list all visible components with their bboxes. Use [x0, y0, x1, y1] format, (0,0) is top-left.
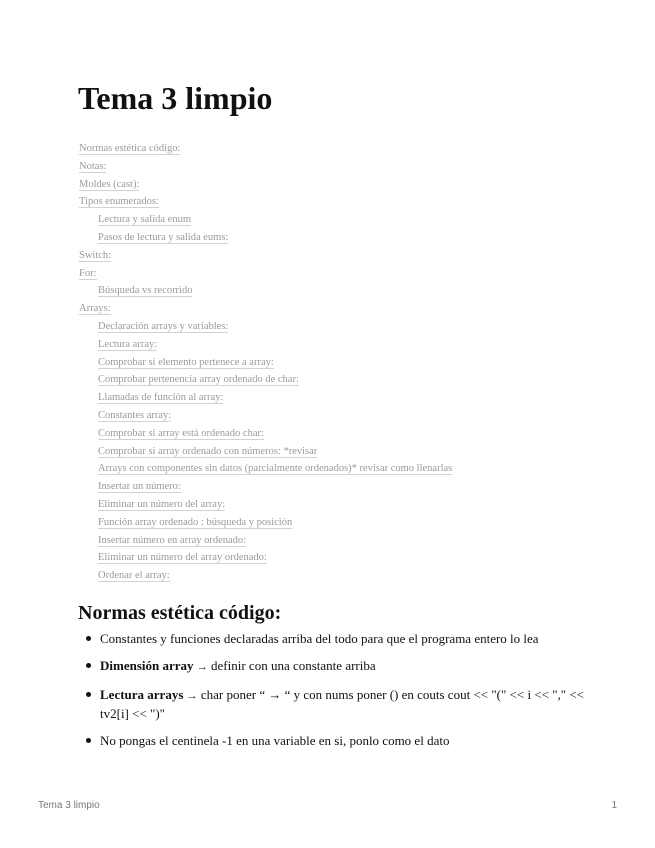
toc-item[interactable] — [79, 300, 452, 318]
section-heading: Normas estética código: — [78, 602, 282, 624]
toc-link[interactable]: Notas: — [79, 160, 107, 172]
toc-link[interactable]: Pasos de lectura y salida eums: — [98, 231, 229, 243]
toc-item[interactable] — [79, 371, 452, 389]
toc-item[interactable] — [79, 265, 452, 283]
toc-item[interactable] — [79, 211, 452, 229]
toc-link[interactable]: Comprobar pertenencia array ordenado de char: — [98, 374, 299, 386]
bullet-bold-label: Lectura arrays — [100, 687, 184, 702]
toc-item[interactable] — [79, 478, 452, 496]
toc-link[interactable]: Normas estética código: — [79, 143, 181, 154]
toc-item[interactable] — [79, 496, 452, 514]
toc-item[interactable] — [79, 282, 452, 300]
bullet-item — [78, 630, 598, 647]
toc-link[interactable]: Función array ordenado : búsqueda y posición — [98, 516, 293, 528]
toc-link[interactable]: For: — [79, 267, 97, 279]
toc-link[interactable]: Lectura array: — [98, 338, 158, 350]
toc-link[interactable]: Comprobar si elemento pertenece a array: — [98, 356, 274, 368]
toc-item[interactable] — [79, 354, 452, 372]
toc-link[interactable]: Lectura y salida enum — [98, 214, 192, 226]
bullet-item — [78, 732, 598, 749]
bullet-text: Constantes y funciones declaradas arriba del todo para que el programa entero lo lea — [100, 631, 539, 646]
toc-item[interactable] — [79, 549, 452, 567]
toc-link[interactable]: Moldes (cast): — [79, 178, 140, 190]
toc-link[interactable]: Eliminar un número del array: — [98, 498, 226, 510]
toc-item[interactable] — [79, 532, 452, 550]
toc-link[interactable]: Insertar un número: — [98, 481, 181, 493]
toc-link[interactable]: Eliminar un número del array ordenado: — [98, 552, 267, 564]
toc-item[interactable] — [79, 443, 452, 461]
toc-item[interactable] — [79, 425, 452, 443]
toc-link[interactable]: Comprobar si array ordenado con números: *revisar — [98, 445, 318, 457]
table-of-contents — [79, 140, 452, 585]
toc-link[interactable]: Ordenar el array: — [98, 570, 170, 582]
toc-link[interactable]: Comprobar si array está ordenado char: — [98, 427, 264, 439]
toc-link[interactable]: Búsqueda vs recorrido — [98, 285, 193, 297]
bullet-text: char poner “ → “ y con nums poner () en couts cout << "(" << i << "," << tv2[i] << ")" — [100, 687, 585, 721]
toc-item[interactable] — [79, 336, 452, 354]
toc-item[interactable] — [79, 176, 452, 194]
bullet-item — [78, 686, 598, 722]
toc-item[interactable] — [79, 318, 452, 336]
toc-item[interactable] — [79, 460, 452, 478]
toc-link[interactable]: Arrays con componentes sin datos (parcialmente ordenados)* revisar como llenarlas — [98, 463, 453, 475]
toc-link[interactable]: Insertar número en array ordenado: — [98, 534, 247, 546]
toc-link[interactable]: Declaración arrays y variables: — [98, 320, 229, 332]
toc-link[interactable]: Tipos enumerados: — [79, 196, 159, 208]
toc-item[interactable] — [79, 247, 452, 265]
bullet-bold-label: Dimensión array — [100, 658, 194, 673]
footer-page-number: 1 — [611, 800, 617, 811]
toc-item[interactable] — [79, 514, 452, 532]
bullet-text: definir con una constante arriba — [211, 658, 376, 673]
toc-item[interactable] — [79, 193, 452, 211]
page-title: Tema 3 limpio — [78, 80, 273, 116]
arrow-icon: → — [186, 690, 198, 702]
toc-item[interactable] — [79, 407, 452, 425]
bullet-text: No pongas el centinela -1 en una variable en si, ponlo como el dato — [100, 733, 450, 748]
toc-link[interactable]: Arrays: — [79, 303, 111, 315]
toc-link[interactable]: Switch: — [79, 249, 112, 261]
toc-item[interactable] — [79, 158, 452, 176]
arrow-icon: → — [196, 661, 208, 673]
footer-doc-name: Tema 3 limpio — [38, 800, 100, 811]
toc-link[interactable]: Constantes array: — [98, 409, 172, 421]
bullet-item — [78, 657, 598, 676]
bullet-list — [78, 630, 598, 759]
toc-item[interactable] — [79, 229, 452, 247]
toc-link[interactable]: Llamadas de función al array: — [98, 392, 224, 404]
toc-item[interactable] — [79, 567, 452, 585]
toc-item[interactable] — [79, 389, 452, 407]
toc-item[interactable] — [79, 140, 452, 158]
